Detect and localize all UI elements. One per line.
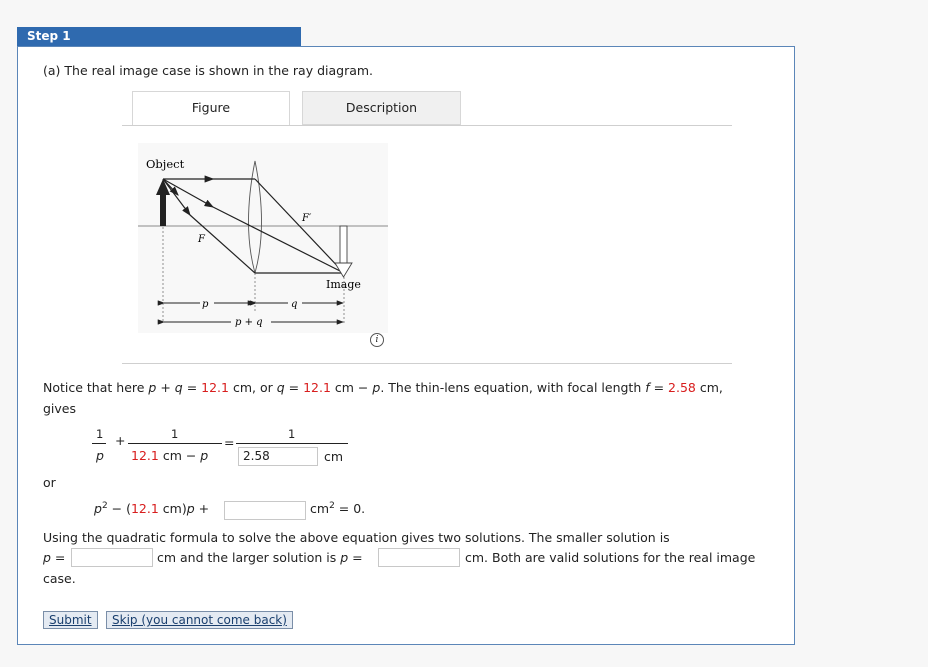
quadratic-case-text: case. (43, 571, 76, 586)
eq1-equals: = (224, 435, 235, 450)
eq1-fracbar-1 (92, 443, 106, 444)
image-label: Image (326, 278, 361, 291)
quadratic-text-line1: Using the quadratic formula to solve the above equation gives two solutions. The smaller solution is (43, 530, 670, 545)
quadratic-end-text: cm. Both are valid solutions for the real image (465, 550, 756, 565)
notice-gives: gives (43, 401, 77, 416)
object-arrow-shaft (160, 193, 166, 226)
p-label: p (202, 299, 209, 310)
figure-divider (122, 363, 732, 364)
eq1-num3: 1 (288, 427, 296, 441)
ray-diagram (138, 143, 388, 333)
eq1-fracbar-2 (128, 443, 222, 444)
p-plus-q-label: p + q (235, 317, 263, 328)
diagram-background (138, 143, 388, 333)
eq1-den1: p (96, 448, 104, 463)
tabs-divider (122, 125, 732, 126)
step-header: Step 1 (17, 27, 301, 46)
smaller-solution-input[interactable] (71, 548, 153, 567)
submit-button[interactable]: Submit (43, 611, 98, 629)
tab-description[interactable]: Description (302, 91, 461, 125)
or-text: or (43, 475, 56, 490)
focal-length-input[interactable]: 2.58 (238, 447, 318, 466)
skip-button[interactable]: Skip (you cannot come back) (106, 611, 293, 629)
quadratic-equation: $p^2 - (12.1$ cm)p + (94, 501, 210, 517)
focal-point-prime-label: F′ (302, 213, 312, 224)
eq1-num1: 1 (96, 427, 104, 441)
step-panel (17, 46, 795, 645)
larger-solution-input[interactable] (378, 548, 460, 567)
eq1-num2: 1 (171, 427, 179, 441)
info-icon[interactable]: i (370, 333, 384, 347)
p-label-small: p = (43, 550, 66, 565)
constant-term-input[interactable] (224, 501, 306, 520)
eq1-fracbar-3 (236, 443, 348, 444)
tab-figure[interactable]: Figure (132, 91, 290, 125)
eq1-unit: cm (324, 449, 344, 464)
notice-text: Notice that here p + q = 12.1 cm, or q = 12.1 cm − p. The thin-lens equation, with focal length f = 2.58 cm, (43, 380, 723, 395)
focal-point-label: F (198, 234, 205, 245)
intro-text: (a) The real image case is shown in the ray diagram. (43, 63, 374, 78)
eq1-den2: 12.1 cm − p (131, 448, 209, 463)
eq1-plus: + (115, 433, 126, 448)
q-label: q (291, 299, 298, 310)
quadratic-tail: $cm^2 = 0$. (310, 501, 366, 517)
quadratic-mid-text: cm and the larger solution is p = (157, 550, 363, 565)
image-arrow-shaft (340, 226, 347, 264)
object-label: Object (146, 157, 185, 171)
